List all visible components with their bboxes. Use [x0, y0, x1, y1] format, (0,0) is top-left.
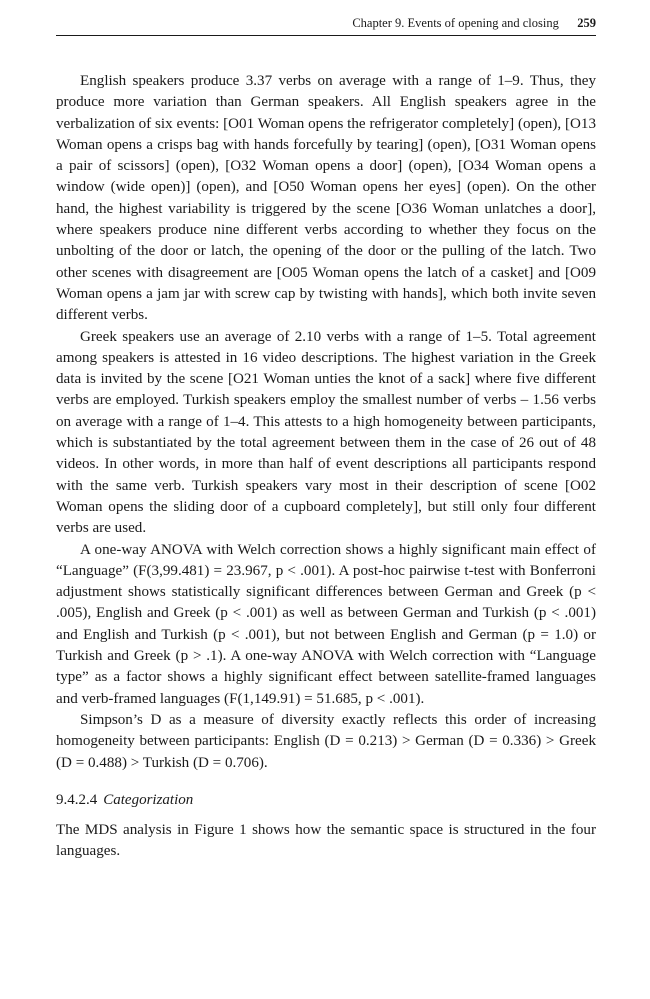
paragraph-greek-turkish-speakers: Greek speakers use an average of 2.10 verbs with a range of 1–5. Total agreement among speakers is attested in 16 video descriptions. The highest variation in the Greek data is invited by the scene [O21 Woman unties the knot of a sack] where five different verbs are employed. Turkish speakers employ the smallest number of verbs – 1.56 verbs on average with a range of 1–4. This attests to a high homogeneity between participants, which is substantiated by the total agreement between them in the case of 26 out of 48 videos. In other words, in more than half of event descriptions all participants respond with the same verb. Turkish speakers vary most in their description of scene [O02 Woman opens the sliding door of a cupboard completely], but still only four different verbs are used.: [56, 328, 596, 537]
body-text: [56, 71, 596, 862]
section-heading: [56, 790, 596, 811]
chapter-title: Chapter 9. Events of opening and closing: [352, 16, 559, 30]
paragraph-mds-analysis: The MDS analysis in Figure 1 shows how the semantic space is structured in the four languages.: [56, 821, 596, 860]
page-number: 259: [577, 16, 596, 30]
paragraph-english-speakers: English speakers produce 3.37 verbs on average with a range of 1–9. Thus, they produce more variation than German speakers. All English speakers agree in the verbalization of six events: [O01 Woman opens the refrigerator completely] (open), [O13 Woman opens a crisps bag with hands forcefully by tearing] (open), [O31 Woman opens a pair of scissors] (open), [O32 Woman opens a door] (open), [O34 Woman opens a window (wide open)] (open), and [O50 Woman opens her eyes] (open). On the other hand, the highest variability is triggered by the scene [O36 Woman unlatches a door], where speakers produce nine different verbs according to whether they focus on the unbolting of the door or latch, the opening of the door or the pulling of the latch. Two other scenes with disagreement are [O05 Woman opens the latch of a casket] and [O09 Woman opens a jam jar with screw cap by twisting with hands], which both invite seven different verbs.: [56, 73, 596, 324]
section-title: Categorization: [103, 791, 194, 808]
running-head: [56, 14, 596, 32]
paragraph-anova: A one-way ANOVA with Welch correction shows a highly significant main effect of “Language” (F(3,99.481) = 23.967, p < .001). A post-hoc pairwise t-test with Bonferroni adjustment shows statistically significant differences between German and Greek (p < .005), English and Greek (p < .001) as well as between German and Turkish (p < .001) and English and Turkish (p < .001), but not between English and German (p = 1.0) or Turkish and Greek (p > .1). A one-way ANOVA with Welch correction with “Language type” as a factor shows a highly significant effect between satellite-framed languages and verb-framed languages (F(1,149.91) = 51.685, p < .001).: [56, 541, 596, 707]
header-rule: [56, 35, 596, 36]
paragraph-simpsons-d: Simpson’s D as a measure of diversity exactly reflects this order of increasing homogeneity between participants: English (D = 0.213) > German (D = 0.336) > Greek (D = 0.488) > Turkish (D = 0.706).: [56, 711, 596, 771]
section-number: 9.4.2.4: [56, 791, 98, 808]
